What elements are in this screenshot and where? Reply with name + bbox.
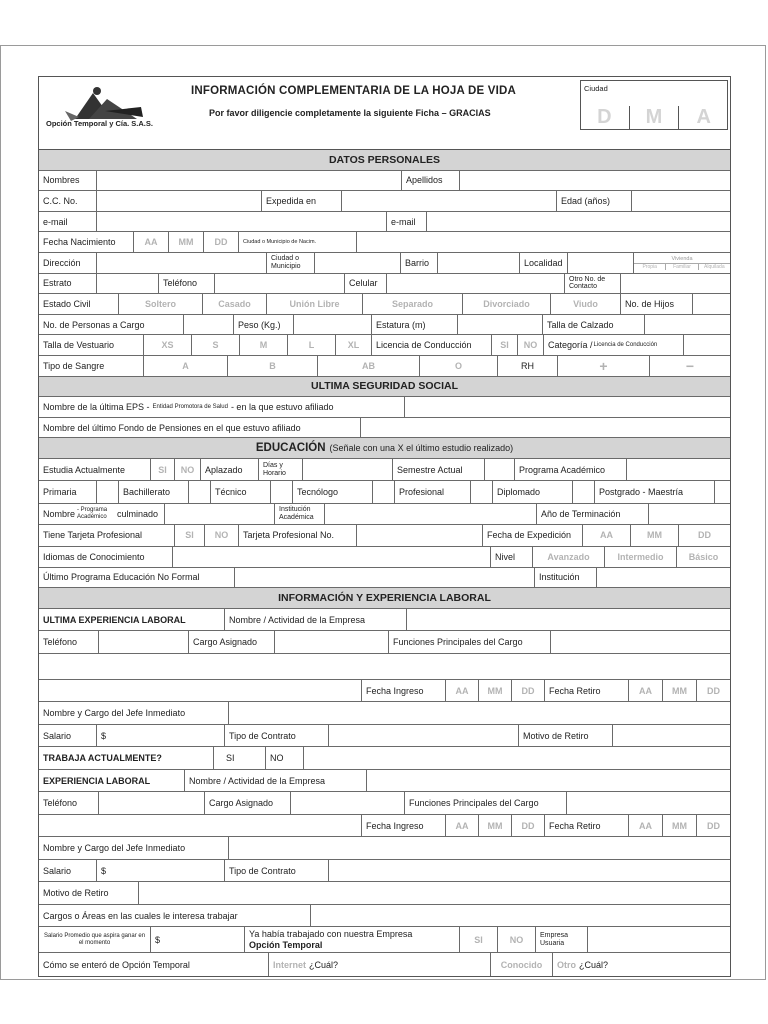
hijos-field[interactable]	[693, 294, 730, 314]
motivo-field[interactable]	[613, 725, 730, 747]
ingreso-year[interactable]: AA	[446, 680, 479, 702]
tarjeta-no-field[interactable]	[357, 525, 483, 547]
row-experiencia	[39, 770, 730, 793]
birth-year[interactable]: AA	[134, 232, 169, 252]
ingreso-month[interactable]: MM	[479, 680, 512, 702]
estado-divorciado[interactable]: Divorciado	[463, 294, 551, 314]
nivel-tecnologo: Tecnólogo	[293, 481, 373, 503]
row-jefe-1	[39, 702, 730, 725]
ultima-exp-label: ULTIMA EXPERIENCIA LABORAL	[39, 609, 225, 631]
estado-civil-label: Estado Civil	[39, 294, 119, 314]
section-education: EDUCACIÓN (Señale con una X el último estudio realizado)	[39, 438, 730, 459]
trabaja-label: TRABAJA ACTUALMENTE?	[39, 747, 214, 769]
row-vestuario	[39, 335, 730, 356]
semestre-field[interactable]	[485, 459, 515, 481]
sangre-ab[interactable]: AB	[318, 356, 420, 376]
motivo2-label: Motivo de Retiro	[39, 882, 139, 904]
retiro2-day[interactable]: DD	[707, 820, 720, 831]
row-programa-culminado	[39, 504, 730, 525]
institucion-academica-label: Institución Académica	[275, 504, 325, 524]
row-ultima-exp	[39, 609, 730, 632]
row-tarjeta	[39, 525, 730, 548]
ya-habia-label: Ya había trabajado con nuestra Empresa Opción Temporal	[245, 927, 460, 952]
exp-day[interactable]: DD	[698, 530, 711, 541]
funciones-label: Funciones Principales del Cargo	[389, 631, 551, 653]
form-subtitle: Por favor diligencie completamente la siguiente Ficha – GRACIAS	[209, 108, 491, 118]
salario-label: Salario	[39, 725, 97, 747]
row-niveles	[39, 481, 730, 504]
funciones-extra-field[interactable]	[39, 654, 730, 679]
no-formal-label: Último Programa Educación No Formal	[39, 568, 235, 588]
row-trabaja	[39, 747, 730, 770]
como-label: Cómo se enteró de Opción Temporal	[39, 953, 269, 976]
section-social: ULTIMA SEGURIDAD SOCIAL	[39, 377, 730, 398]
talla-m[interactable]: M	[240, 335, 288, 355]
fecha-retiro2-label: Fecha Retiro	[545, 815, 629, 837]
date-boxes	[580, 106, 728, 129]
row-names	[39, 171, 730, 192]
peso-field[interactable]	[294, 315, 372, 335]
tarjeta-si[interactable]: SI	[175, 525, 205, 547]
vivienda-label: Vivienda	[634, 255, 730, 264]
exp-year[interactable]: AA	[583, 525, 631, 547]
check-diplomado[interactable]	[573, 481, 595, 503]
retiro-month[interactable]: MM	[663, 680, 697, 702]
barrio-label: Barrio	[401, 253, 438, 273]
fechas-blank-2[interactable]	[39, 815, 362, 837]
trabaja-no[interactable]: NO	[266, 747, 304, 769]
work-telefono-label: Teléfono	[39, 631, 99, 653]
institucion-academica-field[interactable]	[325, 504, 537, 524]
company-logo	[45, 81, 165, 143]
trabaja-si[interactable]: SI	[214, 747, 266, 769]
row-salario-1	[39, 725, 730, 748]
internet-option[interactable]: Internet ¿Cuál?	[269, 953, 491, 976]
ciudad-nac-field[interactable]	[357, 232, 730, 252]
month-box[interactable]: M	[629, 106, 679, 129]
row-personas	[39, 315, 730, 336]
estado-casado[interactable]: Casado	[203, 294, 267, 314]
row-pensiones	[39, 418, 730, 439]
barrio-field[interactable]	[438, 253, 520, 273]
apellidos-field[interactable]	[460, 171, 730, 191]
vivienda-propia[interactable]: Propia	[634, 264, 666, 270]
nivel-basico[interactable]: Básico	[688, 551, 719, 562]
aplazado-label: Aplazado	[201, 459, 259, 481]
ciudad-mun-label: Ciudad o Municipio	[267, 253, 315, 273]
estrato-label: Estrato	[39, 274, 97, 294]
work2-telefono-field[interactable]	[99, 792, 205, 814]
categoria-field[interactable]	[684, 335, 730, 355]
estatura-label: Estatura (m)	[372, 315, 458, 335]
hijos-label: No. de Hijos	[621, 294, 693, 314]
usuaria-label: Empresa Usuaria	[536, 927, 588, 952]
categoria-label: Categoría / Licencia de Conducción	[544, 335, 684, 355]
ano-terminacion-field[interactable]	[649, 504, 730, 524]
salario-prom-field[interactable]: $	[151, 927, 245, 952]
talla-s[interactable]: S	[192, 335, 240, 355]
ingreso-day[interactable]: DD	[512, 680, 545, 702]
institucion-field[interactable]	[597, 568, 730, 588]
nivel-postgrado: Postgrado - Maestría	[595, 481, 715, 503]
idiomas-label: Idiomas de Conocimiento	[39, 547, 173, 567]
fecha-retiro-label: Fecha Retiro	[545, 680, 629, 702]
empresa-field[interactable]	[407, 609, 730, 631]
retiro-year[interactable]: AA	[629, 680, 663, 702]
retiro-day[interactable]: DD	[707, 685, 720, 696]
vivienda-alquilada[interactable]: Alquilada	[704, 264, 725, 271]
nivel-label: Nivel	[491, 547, 533, 567]
jefe-field[interactable]	[229, 702, 730, 724]
email-field[interactable]	[97, 212, 387, 232]
apellidos-label: Apellidos	[402, 171, 460, 191]
estudia-si[interactable]: SI	[151, 459, 175, 481]
check-tecnico[interactable]	[271, 481, 293, 503]
rh-negative[interactable]: −	[685, 357, 695, 374]
licencia-label: Licencia de Conducción	[372, 335, 492, 355]
tarjeta-no[interactable]: NO	[205, 525, 239, 547]
row-no-formal	[39, 568, 730, 589]
empresa2-label: Nombre / Actividad de la Empresa	[185, 770, 367, 792]
ya-habia-no[interactable]: NO	[498, 927, 536, 952]
work-telefono-field[interactable]	[99, 631, 189, 653]
exp-month[interactable]: MM	[631, 525, 679, 547]
row-salario-prom	[39, 927, 730, 953]
check-tecnologo[interactable]	[373, 481, 395, 503]
cc-field[interactable]	[97, 191, 262, 211]
row-telefono-1	[39, 631, 730, 654]
licencia-no[interactable]: NO	[518, 335, 544, 355]
form-title: INFORMACIÓN COMPLEMENTARIA DE LA HOJA DE VIDA	[191, 85, 517, 97]
experiencia-label: EXPERIENCIA LABORAL	[39, 770, 185, 792]
contrato2-field[interactable]	[329, 860, 730, 882]
row-estrato	[39, 274, 730, 295]
estudia-no[interactable]: NO	[175, 459, 201, 481]
motivo2-field[interactable]	[139, 882, 730, 904]
check-profesional[interactable]	[471, 481, 493, 503]
calzado-field[interactable]	[645, 315, 730, 335]
cargos-interes-label: Cargos o Áreas en las cuales le interesa trabajar	[39, 905, 311, 927]
usuaria-field[interactable]	[588, 927, 730, 952]
row-fechas-2	[39, 815, 730, 838]
edad-label: Edad (años)	[557, 191, 632, 211]
ingreso2-day[interactable]: DD	[512, 815, 545, 837]
sangre-b[interactable]: B	[228, 356, 318, 376]
row-motivo-2	[39, 882, 730, 905]
fecha-nac-label: Fecha Nacimiento	[39, 232, 134, 252]
eps-field[interactable]	[405, 397, 730, 417]
check-primaria[interactable]	[97, 481, 119, 503]
personas-cargo-label: No. de Personas a Cargo	[39, 315, 184, 335]
email2-label: e-mail	[387, 212, 427, 232]
company-name: Opción Temporal y Cía. S.A.S.	[46, 119, 153, 128]
salario-prom-label: Salario Promedio que aspira ganar en el momento	[39, 927, 151, 952]
row-cargos-interes	[39, 905, 730, 928]
contrato-field[interactable]	[329, 725, 519, 747]
birth-month[interactable]: MM	[169, 232, 204, 252]
row-como	[39, 953, 730, 976]
row-salario-2	[39, 860, 730, 883]
row-birth	[39, 232, 730, 253]
email2-field[interactable]	[427, 212, 730, 232]
tarjeta-no-label: Tarjeta Profesional No.	[239, 525, 357, 547]
conocido-option[interactable]: Conocido	[491, 953, 553, 976]
row-telefono-2	[39, 792, 730, 815]
personas-cargo-field[interactable]	[184, 315, 234, 335]
programa-culminado-field[interactable]	[165, 504, 275, 524]
eps-label: Nombre de la última EPS - Entidad Promotora de Salud - en la que estuvo afiliado	[39, 397, 405, 417]
motivo-label: Motivo de Retiro	[519, 725, 613, 747]
localidad-field[interactable]	[568, 253, 634, 273]
retiro2-year[interactable]: AA	[629, 815, 663, 837]
check-bachillerato[interactable]	[189, 481, 211, 503]
pensiones-label: Nombre del último Fondo de Pensiones en el que estuvo afiliado	[39, 418, 361, 438]
nivel-bachillerato: Bachillerato	[119, 481, 189, 503]
celular-field[interactable]	[387, 274, 565, 294]
tarjeta-label: Tiene Tarjeta Profesional	[39, 525, 175, 547]
talla-xl[interactable]: XL	[336, 335, 372, 355]
cargo-field[interactable]	[275, 631, 389, 653]
year-box[interactable]: A	[678, 106, 728, 129]
localidad-label: Localidad	[520, 253, 568, 273]
jefe-label: Nombre y Cargo del Jefe Inmediato	[39, 702, 229, 724]
estudia-label: Estudia Actualmente	[39, 459, 151, 481]
section-work: INFORMACIÓN Y EXPERIENCIA LABORAL	[39, 588, 730, 609]
row-estado-civil	[39, 294, 730, 315]
celular-label: Celular	[345, 274, 387, 294]
expedida-field[interactable]	[342, 191, 557, 211]
retiro2-month[interactable]: MM	[663, 815, 697, 837]
trabaja-blank[interactable]	[304, 747, 730, 769]
row-sangre	[39, 356, 730, 377]
jefe2-field[interactable]	[229, 837, 730, 859]
otro-option[interactable]: Otro ¿Cuál?	[557, 959, 609, 970]
salario2-field[interactable]: $	[97, 860, 225, 882]
horario-field[interactable]	[303, 459, 393, 481]
nivel-profesional: Profesional	[395, 481, 471, 503]
semestre-label: Semestre Actual	[393, 459, 485, 481]
ano-terminacion-label: Año de Terminación	[537, 504, 649, 524]
ciudad-mun-field[interactable]	[315, 253, 401, 273]
row-cc	[39, 191, 730, 212]
calzado-label: Talla de Calzado	[543, 315, 645, 335]
nivel-avanzado[interactable]: Avanzado	[533, 547, 605, 567]
row-idiomas	[39, 547, 730, 568]
vivienda-group	[634, 253, 730, 273]
cargo2-label: Cargo Asignado	[205, 792, 291, 814]
talla-xs[interactable]: XS	[144, 335, 192, 355]
funciones2-label: Funciones Principales del Cargo	[405, 792, 567, 814]
direccion-field[interactable]	[97, 253, 267, 273]
row-email	[39, 212, 730, 233]
talla-l[interactable]: L	[288, 335, 336, 355]
horario-label: Días y Horario	[259, 459, 303, 481]
nivel-tecnico: Técnico	[211, 481, 271, 503]
licencia-si[interactable]: SI	[492, 335, 518, 355]
section-personal: DATOS PERSONALES	[39, 150, 730, 171]
work2-telefono-label: Teléfono	[39, 792, 99, 814]
direccion-label: Dirección	[39, 253, 97, 273]
form-header	[39, 77, 730, 150]
fechas-blank-1[interactable]	[39, 680, 362, 702]
nivel-intermedio[interactable]: Intermedio	[605, 547, 677, 567]
fecha-ingreso2-label: Fecha Ingreso	[362, 815, 446, 837]
programa-culminado-label: Nombre - Programa Académico culminado	[39, 504, 165, 524]
cargo-label: Cargo Asignado	[189, 631, 275, 653]
telefono-label: Teléfono	[159, 274, 215, 294]
row-funciones-blank	[39, 654, 730, 680]
estado-union-libre[interactable]: Unión Libre	[267, 294, 363, 314]
check-postgrado[interactable]	[715, 481, 730, 503]
city-label: Ciudad	[584, 84, 608, 93]
estatura-field[interactable]	[458, 315, 543, 335]
otro-contacto-label: Otro No. de Contacto	[565, 274, 621, 294]
nivel-diplomado: Diplomado	[493, 481, 573, 503]
expedida-label: Expedida en	[262, 191, 342, 211]
birth-day[interactable]: DD	[204, 232, 239, 252]
resume-form	[38, 76, 731, 977]
nombres-field[interactable]	[97, 171, 402, 191]
cargos-interes-field[interactable]	[311, 905, 730, 927]
row-address	[39, 253, 730, 274]
cc-label: C.C. No.	[39, 191, 97, 211]
sangre-a[interactable]: A	[144, 356, 228, 376]
vivienda-familiar[interactable]: Familiar	[666, 264, 698, 270]
cargo2-field[interactable]	[291, 792, 405, 814]
no-formal-field[interactable]	[235, 568, 535, 588]
jefe2-label: Nombre y Cargo del Jefe Inmediato	[39, 837, 229, 859]
programa-label: Programa Académico	[515, 459, 627, 481]
ciudad-nac-label: Ciudad o Municipio de Nacim.	[239, 232, 357, 252]
estado-viudo[interactable]: Viudo	[551, 294, 621, 314]
peso-label: Peso (Kg.)	[234, 315, 294, 335]
row-eps	[39, 397, 730, 418]
nivel-primaria: Primaria	[39, 481, 97, 503]
estado-soltero[interactable]: Soltero	[119, 294, 203, 314]
rh-positive[interactable]: +	[558, 356, 650, 376]
fecha-ingreso-label: Fecha Ingreso	[362, 680, 446, 702]
pensiones-field[interactable]	[361, 418, 730, 438]
day-box[interactable]: D	[597, 106, 612, 128]
telefono-field[interactable]	[215, 274, 345, 294]
row-jefe-2	[39, 837, 730, 860]
ya-habia-si[interactable]: SI	[460, 927, 498, 952]
salario2-label: Salario	[39, 860, 97, 882]
rh-label: RH	[498, 356, 558, 376]
fecha-exp-label: Fecha de Expedición	[483, 525, 583, 547]
row-fechas-1	[39, 680, 730, 703]
otro-contacto-field[interactable]	[621, 274, 730, 294]
estado-separado[interactable]: Separado	[363, 294, 463, 314]
idiomas-field[interactable]	[173, 547, 491, 567]
estrato-field[interactable]	[97, 274, 159, 294]
row-estudia	[39, 459, 730, 482]
funciones2-field[interactable]	[567, 792, 730, 814]
vestuario-label: Talla de Vestuario	[39, 335, 144, 355]
funciones-field[interactable]	[551, 631, 730, 653]
empresa-label: Nombre / Actividad de la Empresa	[225, 609, 407, 631]
nombres-label: Nombres	[39, 171, 97, 191]
edad-field[interactable]	[632, 191, 730, 211]
ingreso2-year[interactable]: AA	[446, 815, 479, 837]
sangre-o[interactable]: O	[420, 356, 498, 376]
sangre-label: Tipo de Sangre	[39, 356, 144, 376]
contrato2-label: Tipo de Contrato	[225, 860, 329, 882]
programa-field[interactable]	[627, 459, 730, 481]
contrato-label: Tipo de Contrato	[225, 725, 329, 747]
empresa2-field[interactable]	[367, 770, 730, 792]
email-label: e-mail	[39, 212, 97, 232]
institucion-label: Institución	[535, 568, 597, 588]
salario-field[interactable]: $	[97, 725, 225, 747]
ingreso2-month[interactable]: MM	[479, 815, 512, 837]
